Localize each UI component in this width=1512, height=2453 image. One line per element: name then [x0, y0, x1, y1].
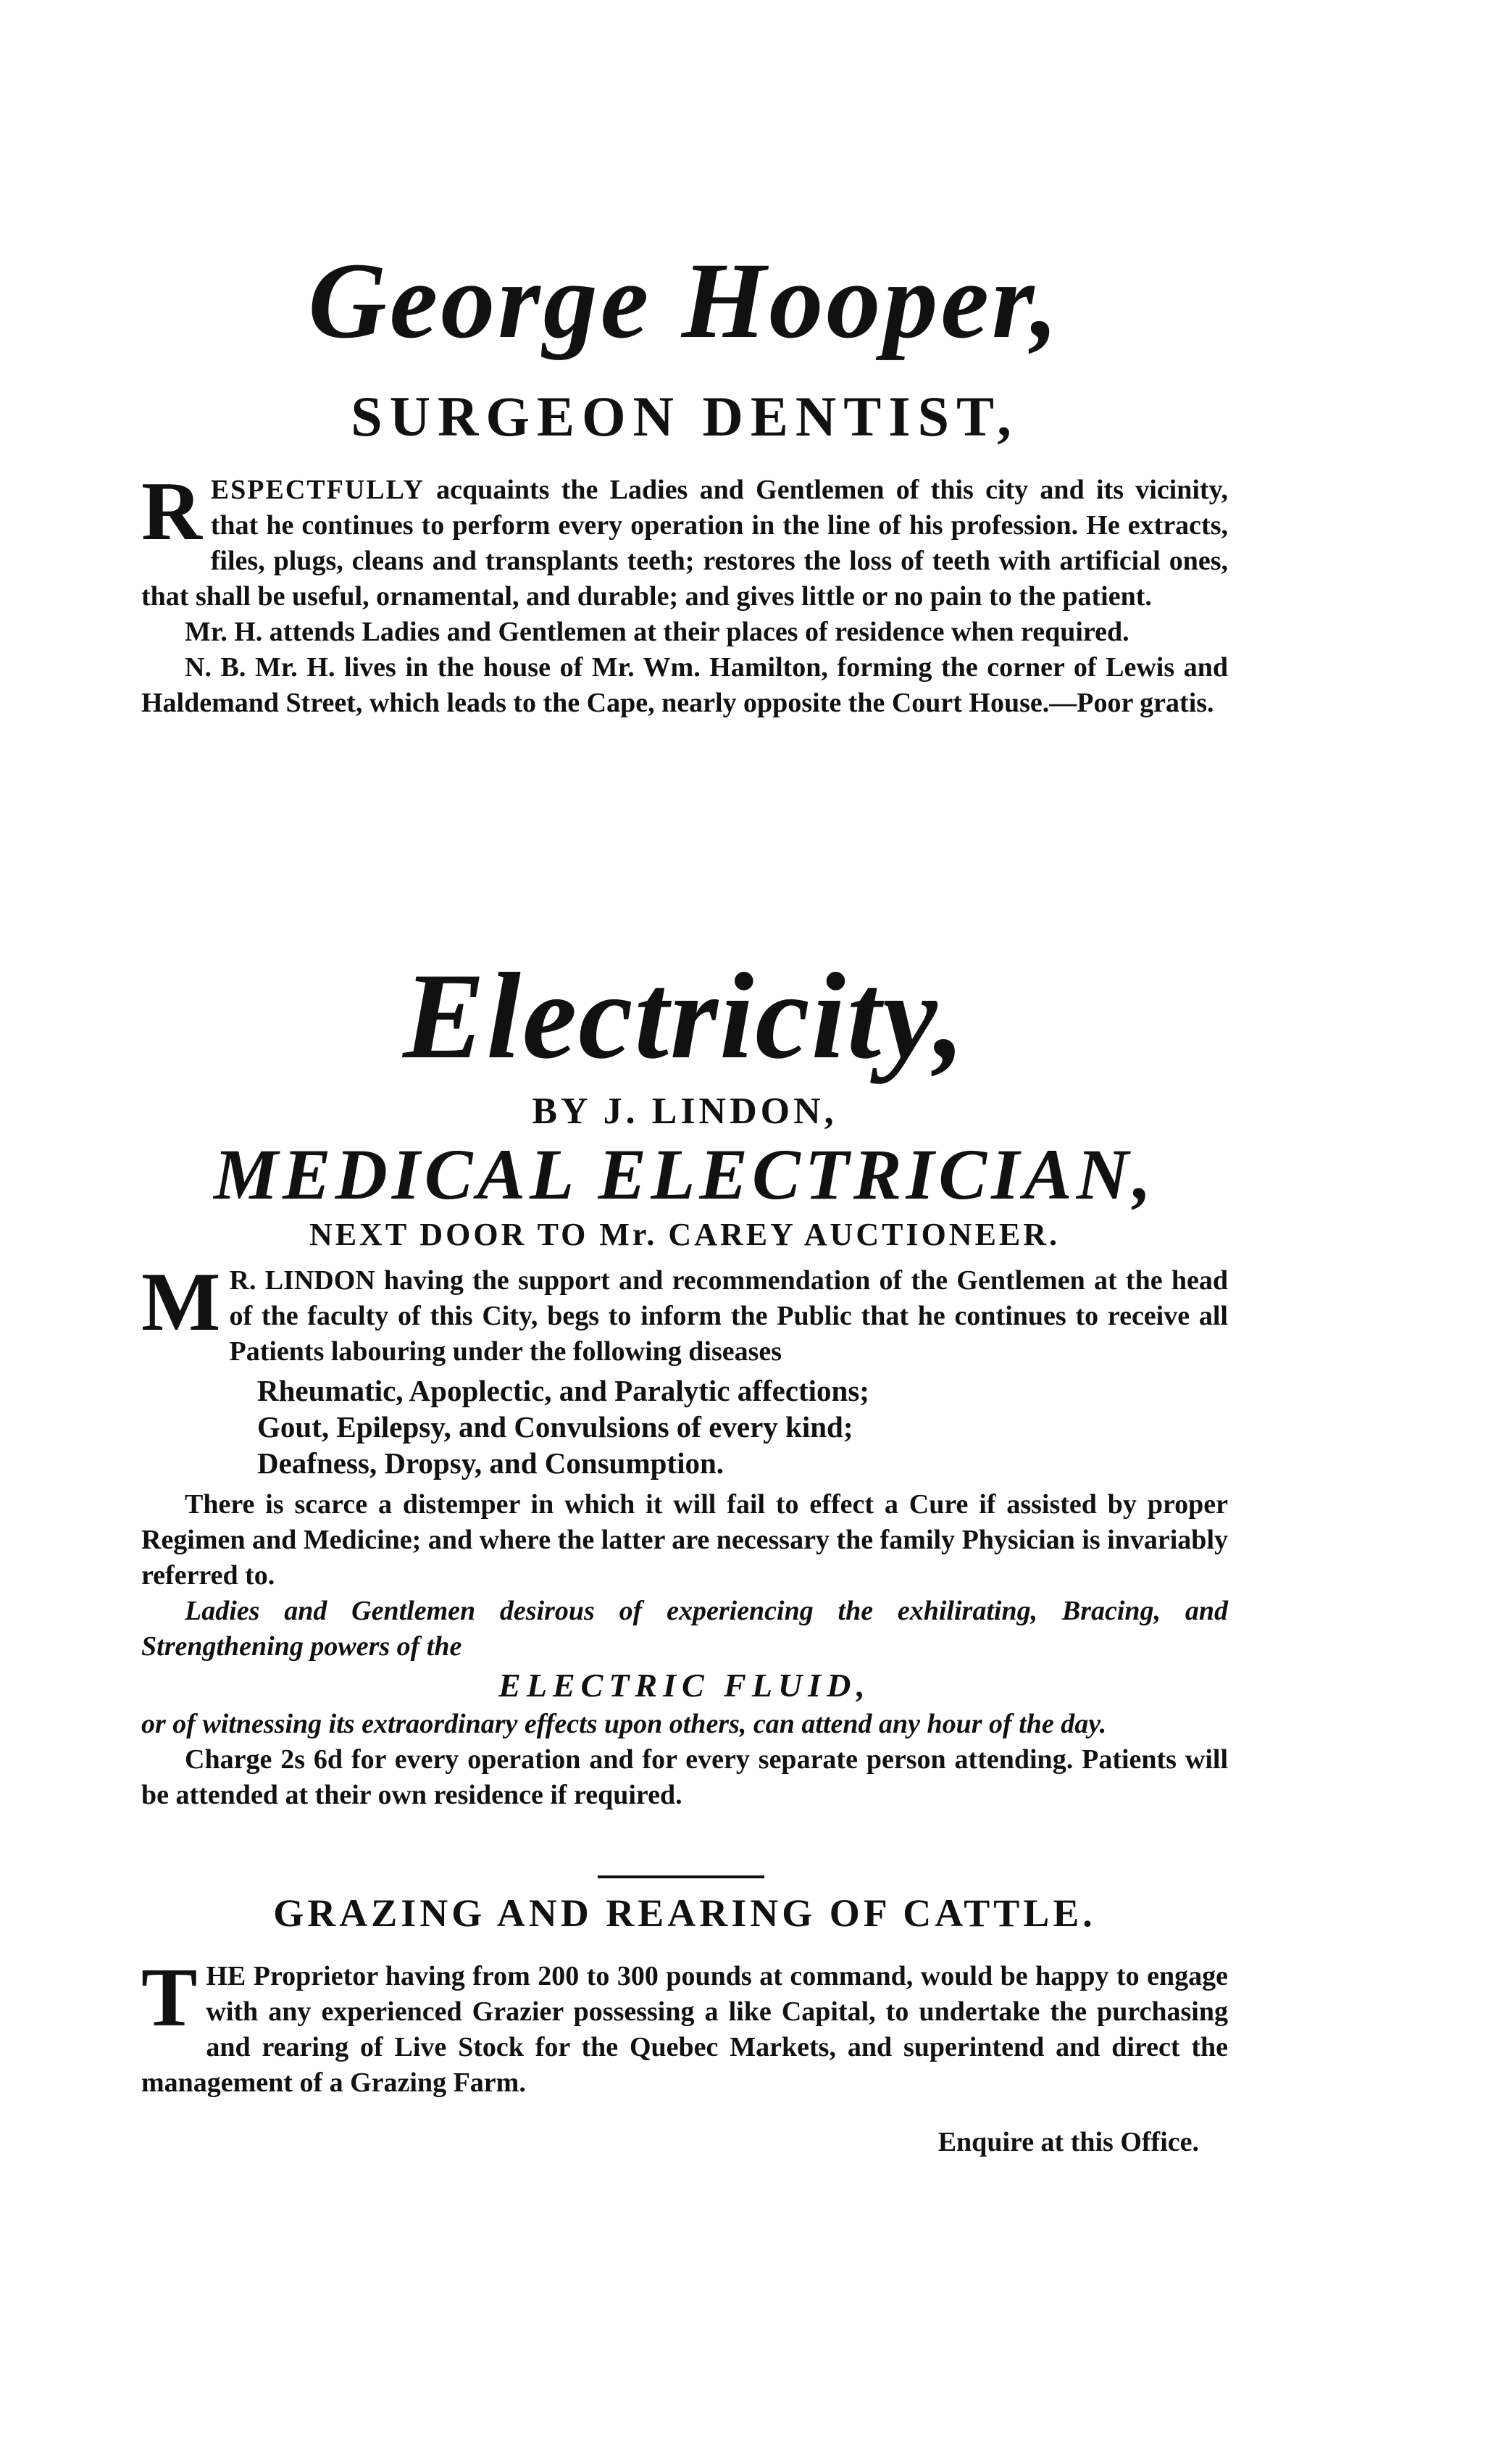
- hooper-advertisement: [141, 239, 1228, 721]
- ailment-item: Gout, Epilepsy, and Convulsions of every kind;: [257, 1410, 853, 1444]
- hooper-paragraph-services: [141, 465, 1228, 615]
- grazing-dropcap: T: [141, 1952, 198, 2044]
- hooper-paragraph-address: N. B. Mr. H. lives in the house of Mr. Wm. Hamilton, forming the corner of Lewis and Haldemand Street, which leads to the Cape, nearly opposite the Court House.—Poor gratis.: [141, 652, 1228, 718]
- electricity-paragraph-witness: or of witnessing its extraordinary effects upon others, can attend any hour of the day.: [141, 1709, 1107, 1739]
- hooper-lead-word: ESPECTFULLY: [210, 475, 425, 505]
- electricity-title: Electricity,: [403, 948, 966, 1084]
- grazing-body: [141, 1952, 1228, 2101]
- electricity-dropcap: M: [141, 1256, 221, 1349]
- electricity-advertisement: [141, 949, 1228, 1813]
- grazing-title: GRAZING AND REARING OF CATTLE.: [273, 1891, 1096, 1935]
- hooper-paragraph-1-text: acquaints the Ladies and Gentlemen of this city and its vicinity, that he continues to perform every operation in the line of his profession. He extracts, files, plugs, cleans and transplants teeth; restores the loss of teeth with artificial ones, that shall be useful, ornamental, and durable; and gives little or no pain to the patient.: [141, 475, 1228, 612]
- ailment-item: Deafness, Dropsy, and Consumption.: [257, 1446, 724, 1480]
- grazing-enquire-line: Enquire at this Office.: [937, 2127, 1199, 2157]
- electricity-address: NEXT DOOR TO Mr. CAREY AUCTIONEER.: [309, 1217, 1061, 1252]
- electric-fluid-heading: ELECTRIC FLUID,: [498, 1667, 871, 1704]
- hooper-dropcap: R: [141, 465, 202, 558]
- ailment-item: Rheumatic, Apoplectic, and Paralytic affections;: [257, 1374, 869, 1407]
- electricity-paragraph-charge: Charge 2s 6d for every operation and for every separate person attending. Patients will be attended at their own residence if required.: [141, 1744, 1228, 1810]
- hooper-paragraph-attends: Mr. H. attends Ladies and Gentlemen at their places of residence when required.: [185, 617, 1129, 647]
- electricity-paragraph-ladies: Ladies and Gentlemen desirous of experiencing the exhilirating, Bracing, and Strengthening powers of the: [141, 1596, 1228, 1662]
- grazing-advertisement: [141, 1888, 1228, 2159]
- electricity-byline: BY J. LINDON,: [532, 1091, 838, 1132]
- section-divider: [598, 1875, 764, 1878]
- electricity-intro: [141, 1256, 1228, 1370]
- electricity-intro-text: R. LINDON having the support and recommendation of the Gentlemen at the head of the faculty of this City, begs to inform the Public that he continues to receive all Patients labouring under the following diseases: [229, 1265, 1228, 1367]
- electricity-role: MEDICAL ELECTRICIAN,: [214, 1134, 1156, 1215]
- electricity-paragraph-cure: There is scarce a distemper in which it will fail to effect a Cure if assisted by proper Regimen and Medicine; and where the latter are necessary the family Physician is invariably referred to.: [141, 1489, 1228, 1591]
- grazing-body-text: HE Proprietor having from 200 to 300 pounds at command, would be happy to engage with any experienced Grazier possessing a like Capital, to undertake the purchasing and rearing of Live Stock for the Quebec Markets, and superintend and direct the management of a Grazing Farm.: [141, 1961, 1228, 2098]
- hooper-subtitle: SURGEON DENTIST,: [351, 385, 1019, 448]
- ailments-list: [257, 1373, 1228, 1481]
- hooper-title: George Hooper,: [308, 241, 1061, 361]
